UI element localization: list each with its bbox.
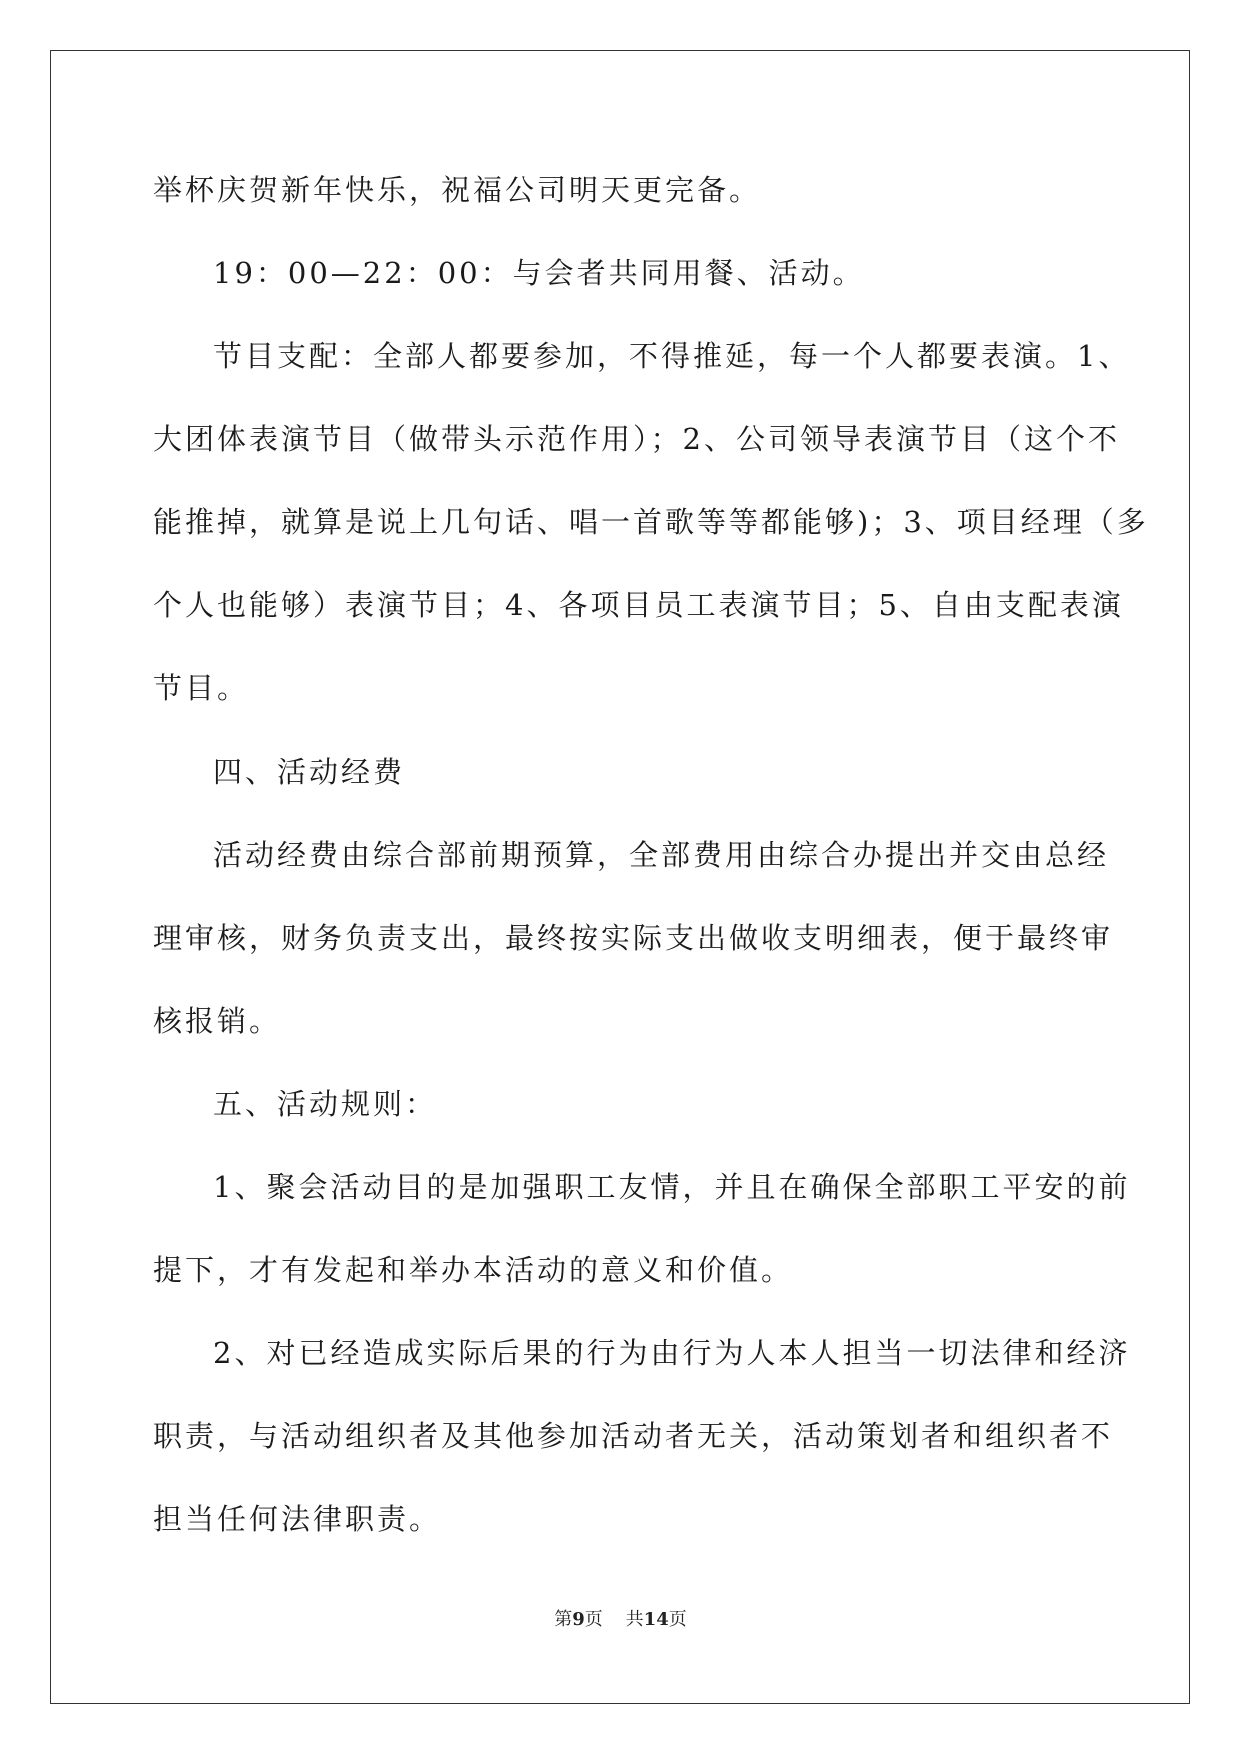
text-line-10: 理审核，财务负责支出，最终按实际支出做收支明细表，便于最终审	[153, 921, 1114, 955]
text-line-14: 提下，才有发起和举办本活动的意义和价值。	[153, 1253, 794, 1287]
text-line-6: 个人也能够）表演节目；4、各项目员工表演节目；5、自由支配表演	[153, 588, 1124, 622]
total-suffix: 页	[668, 1609, 687, 1630]
total-pages: 14	[643, 1609, 669, 1630]
section-heading-rules: 五、活动规则：	[213, 1087, 438, 1121]
text-line-7: 节目。	[153, 671, 250, 705]
page-footer	[0, 1605, 1241, 1631]
text-line-11: 核报销。	[153, 1004, 282, 1038]
text-line-15: 2、对已经造成实际后果的行为由行为人本人担当一切法律和经济	[213, 1336, 1131, 1370]
text-line-1: 举杯庆贺新年快乐，祝福公司明天更完备。	[153, 173, 762, 207]
text-line-17: 担当任何法律职责。	[153, 1502, 442, 1536]
text-line-16: 职责，与活动组织者及其他参加活动者无关，活动策划者和组织者不	[153, 1419, 1114, 1453]
page-prefix: 第	[554, 1609, 573, 1630]
total-prefix: 共	[625, 1609, 644, 1630]
text-line-5: 能推掉，就算是说上几句话、唱一首歌等等都能够)；3、项目经理（多	[153, 505, 1149, 539]
text-line-3: 节目支配：全部人都要参加，不得推延，每一个人都要表演。1、	[213, 339, 1131, 373]
text-line-9: 活动经费由综合部前期预算，全部费用由综合办提出并交由总经	[213, 838, 1110, 872]
text-line-4: 大团体表演节目（做带头示范作用）；2、公司领导表演节目（这个不	[153, 422, 1120, 456]
section-heading-funding: 四、活动经费	[213, 755, 406, 789]
page-suffix: 页	[584, 1609, 603, 1630]
page-number: 9	[572, 1609, 585, 1630]
text-line-2: 19：00—22：00：与会者共同用餐、活动。	[213, 256, 865, 290]
text-line-13: 1、聚会活动目的是加强职工友情，并且在确保全部职工平安的前	[213, 1170, 1131, 1204]
